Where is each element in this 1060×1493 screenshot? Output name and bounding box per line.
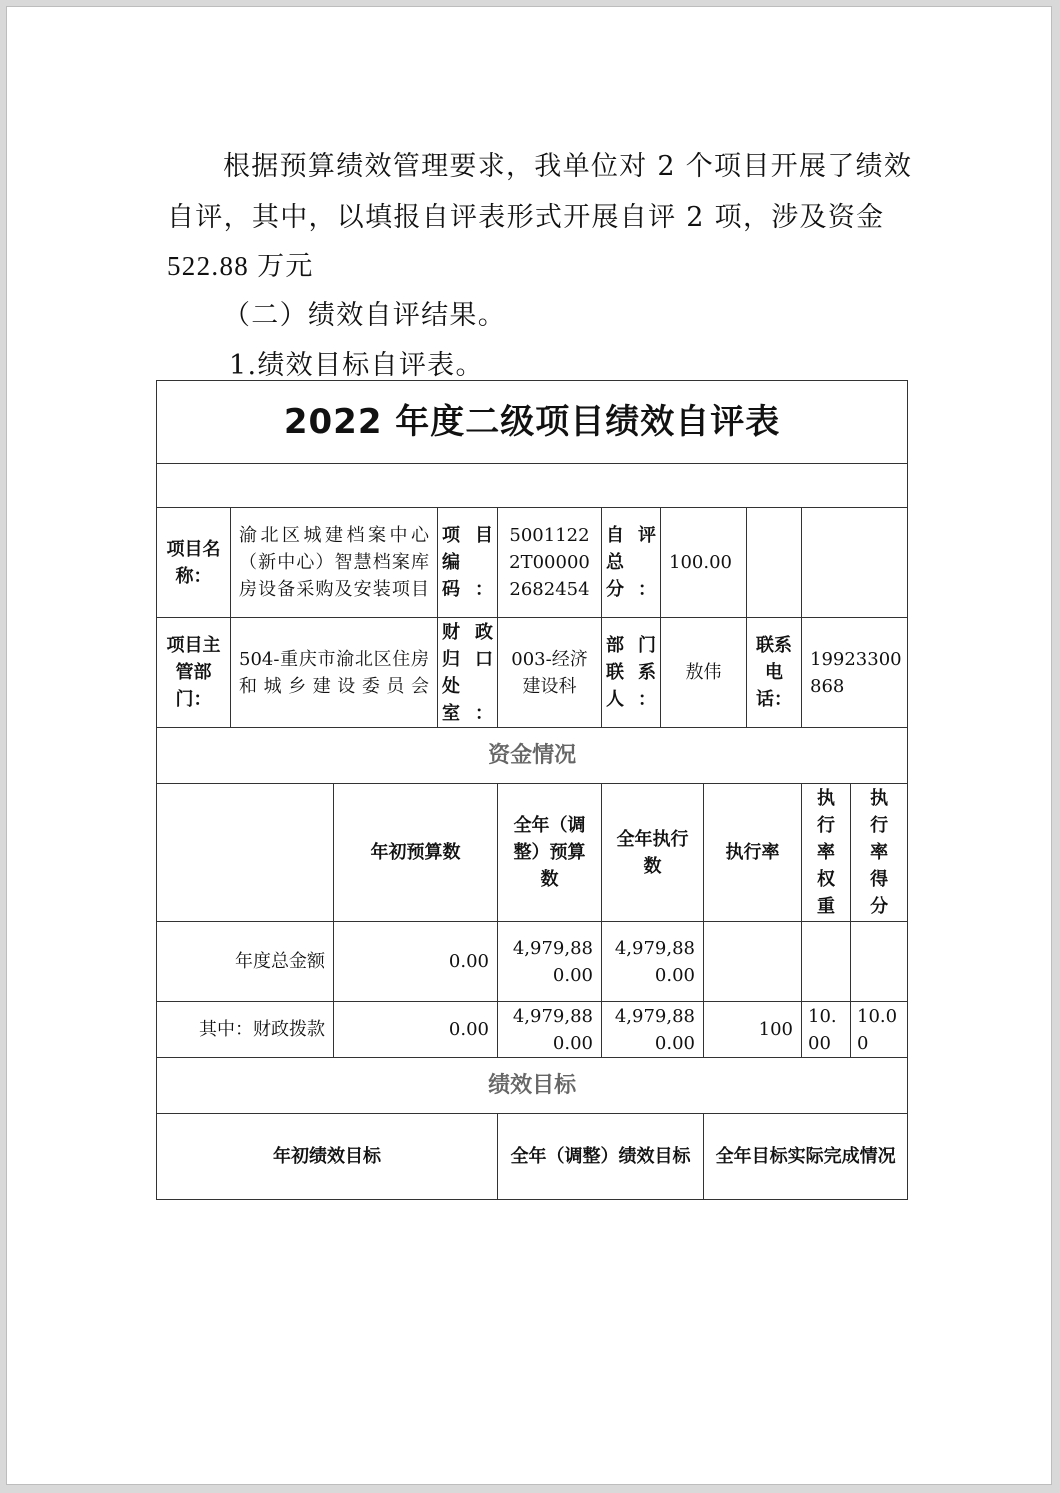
header-adjusted-budget: 全年（调整）预算数	[498, 784, 602, 922]
performance-self-evaluation-table	[156, 380, 908, 1200]
empty-cell	[802, 508, 908, 618]
contact-label: 部门联系人：	[602, 618, 661, 728]
funds-adjusted-budget: 4,979,880.00	[498, 1002, 602, 1058]
empty-cell	[157, 784, 334, 922]
header-exec-rate: 执行率	[704, 784, 802, 922]
body-paragraph-line: 自评，其中，以填报自评表形式开展自评 2 项，涉及资金	[167, 202, 885, 233]
body-paragraph-line: 522.88 万元	[167, 251, 314, 281]
phone-label: 联系电话：	[747, 618, 802, 728]
funds-executed: 4,979,880.00	[602, 922, 704, 1002]
project-code-value: 50011222T000002682454	[498, 508, 602, 618]
dept-label: 项目主管部门：	[157, 618, 231, 728]
goals-header-adjusted: 全年（调整）绩效目标	[498, 1114, 704, 1200]
funds-exec-rate	[704, 922, 802, 1002]
funds-section-header: 资金情况	[157, 728, 908, 784]
self-score-value: 100.00	[661, 508, 747, 618]
header-rate-weight: 执行率权重	[802, 784, 851, 922]
body-paragraph-line: 根据预算绩效管理要求，我单位对 2 个项目开展了绩效	[223, 151, 913, 182]
section-heading: （二）绩效自评结果。	[223, 300, 506, 331]
funds-rate-score: 10.00	[851, 1002, 908, 1058]
phone-value: 19923300868	[802, 618, 908, 728]
funds-initial-budget: 0.00	[334, 922, 498, 1002]
header-rate-score: 执行率得分	[851, 784, 908, 922]
funds-initial-budget: 0.00	[334, 1002, 498, 1058]
funds-adjusted-budget: 4,979,880.00	[498, 922, 602, 1002]
table-title: 2022 年度二级项目绩效自评表	[157, 381, 908, 464]
funds-exec-rate: 100	[704, 1002, 802, 1058]
funds-rate-weight	[802, 922, 851, 1002]
funds-row-label: 其中：财政拨款	[157, 1002, 334, 1058]
funds-rate-score	[851, 922, 908, 1002]
self-score-label: 自评总分：	[602, 508, 661, 618]
blank-row	[157, 464, 908, 508]
project-code-label: 项目编码：	[438, 508, 498, 618]
dept-value: 504-重庆市渝北区住房和城乡建设委员会	[231, 618, 438, 728]
document-page	[6, 6, 1052, 1485]
funds-rate-weight: 10.00	[802, 1002, 851, 1058]
project-name-label: 项目名称：	[157, 508, 231, 618]
subsection-heading: 1.绩效目标自评表。	[229, 350, 484, 381]
goals-header-initial: 年初绩效目标	[157, 1114, 498, 1200]
header-initial-budget: 年初预算数	[334, 784, 498, 922]
finance-office-value: 003-经济建设科	[498, 618, 602, 728]
goals-header-actual: 全年目标实际完成情况	[704, 1114, 908, 1200]
goals-section-header: 绩效目标	[157, 1058, 908, 1114]
funds-row-label: 年度总金额	[157, 922, 334, 1002]
funds-executed: 4,979,880.00	[602, 1002, 704, 1058]
empty-cell	[747, 508, 802, 618]
header-executed: 全年执行数	[602, 784, 704, 922]
project-name-value: 渝北区城建档案中心（新中心）智慧档案库房设备采购及安装项目	[231, 508, 438, 618]
finance-office-label: 财政归口处室：	[438, 618, 498, 728]
contact-value: 敖伟	[661, 618, 747, 728]
